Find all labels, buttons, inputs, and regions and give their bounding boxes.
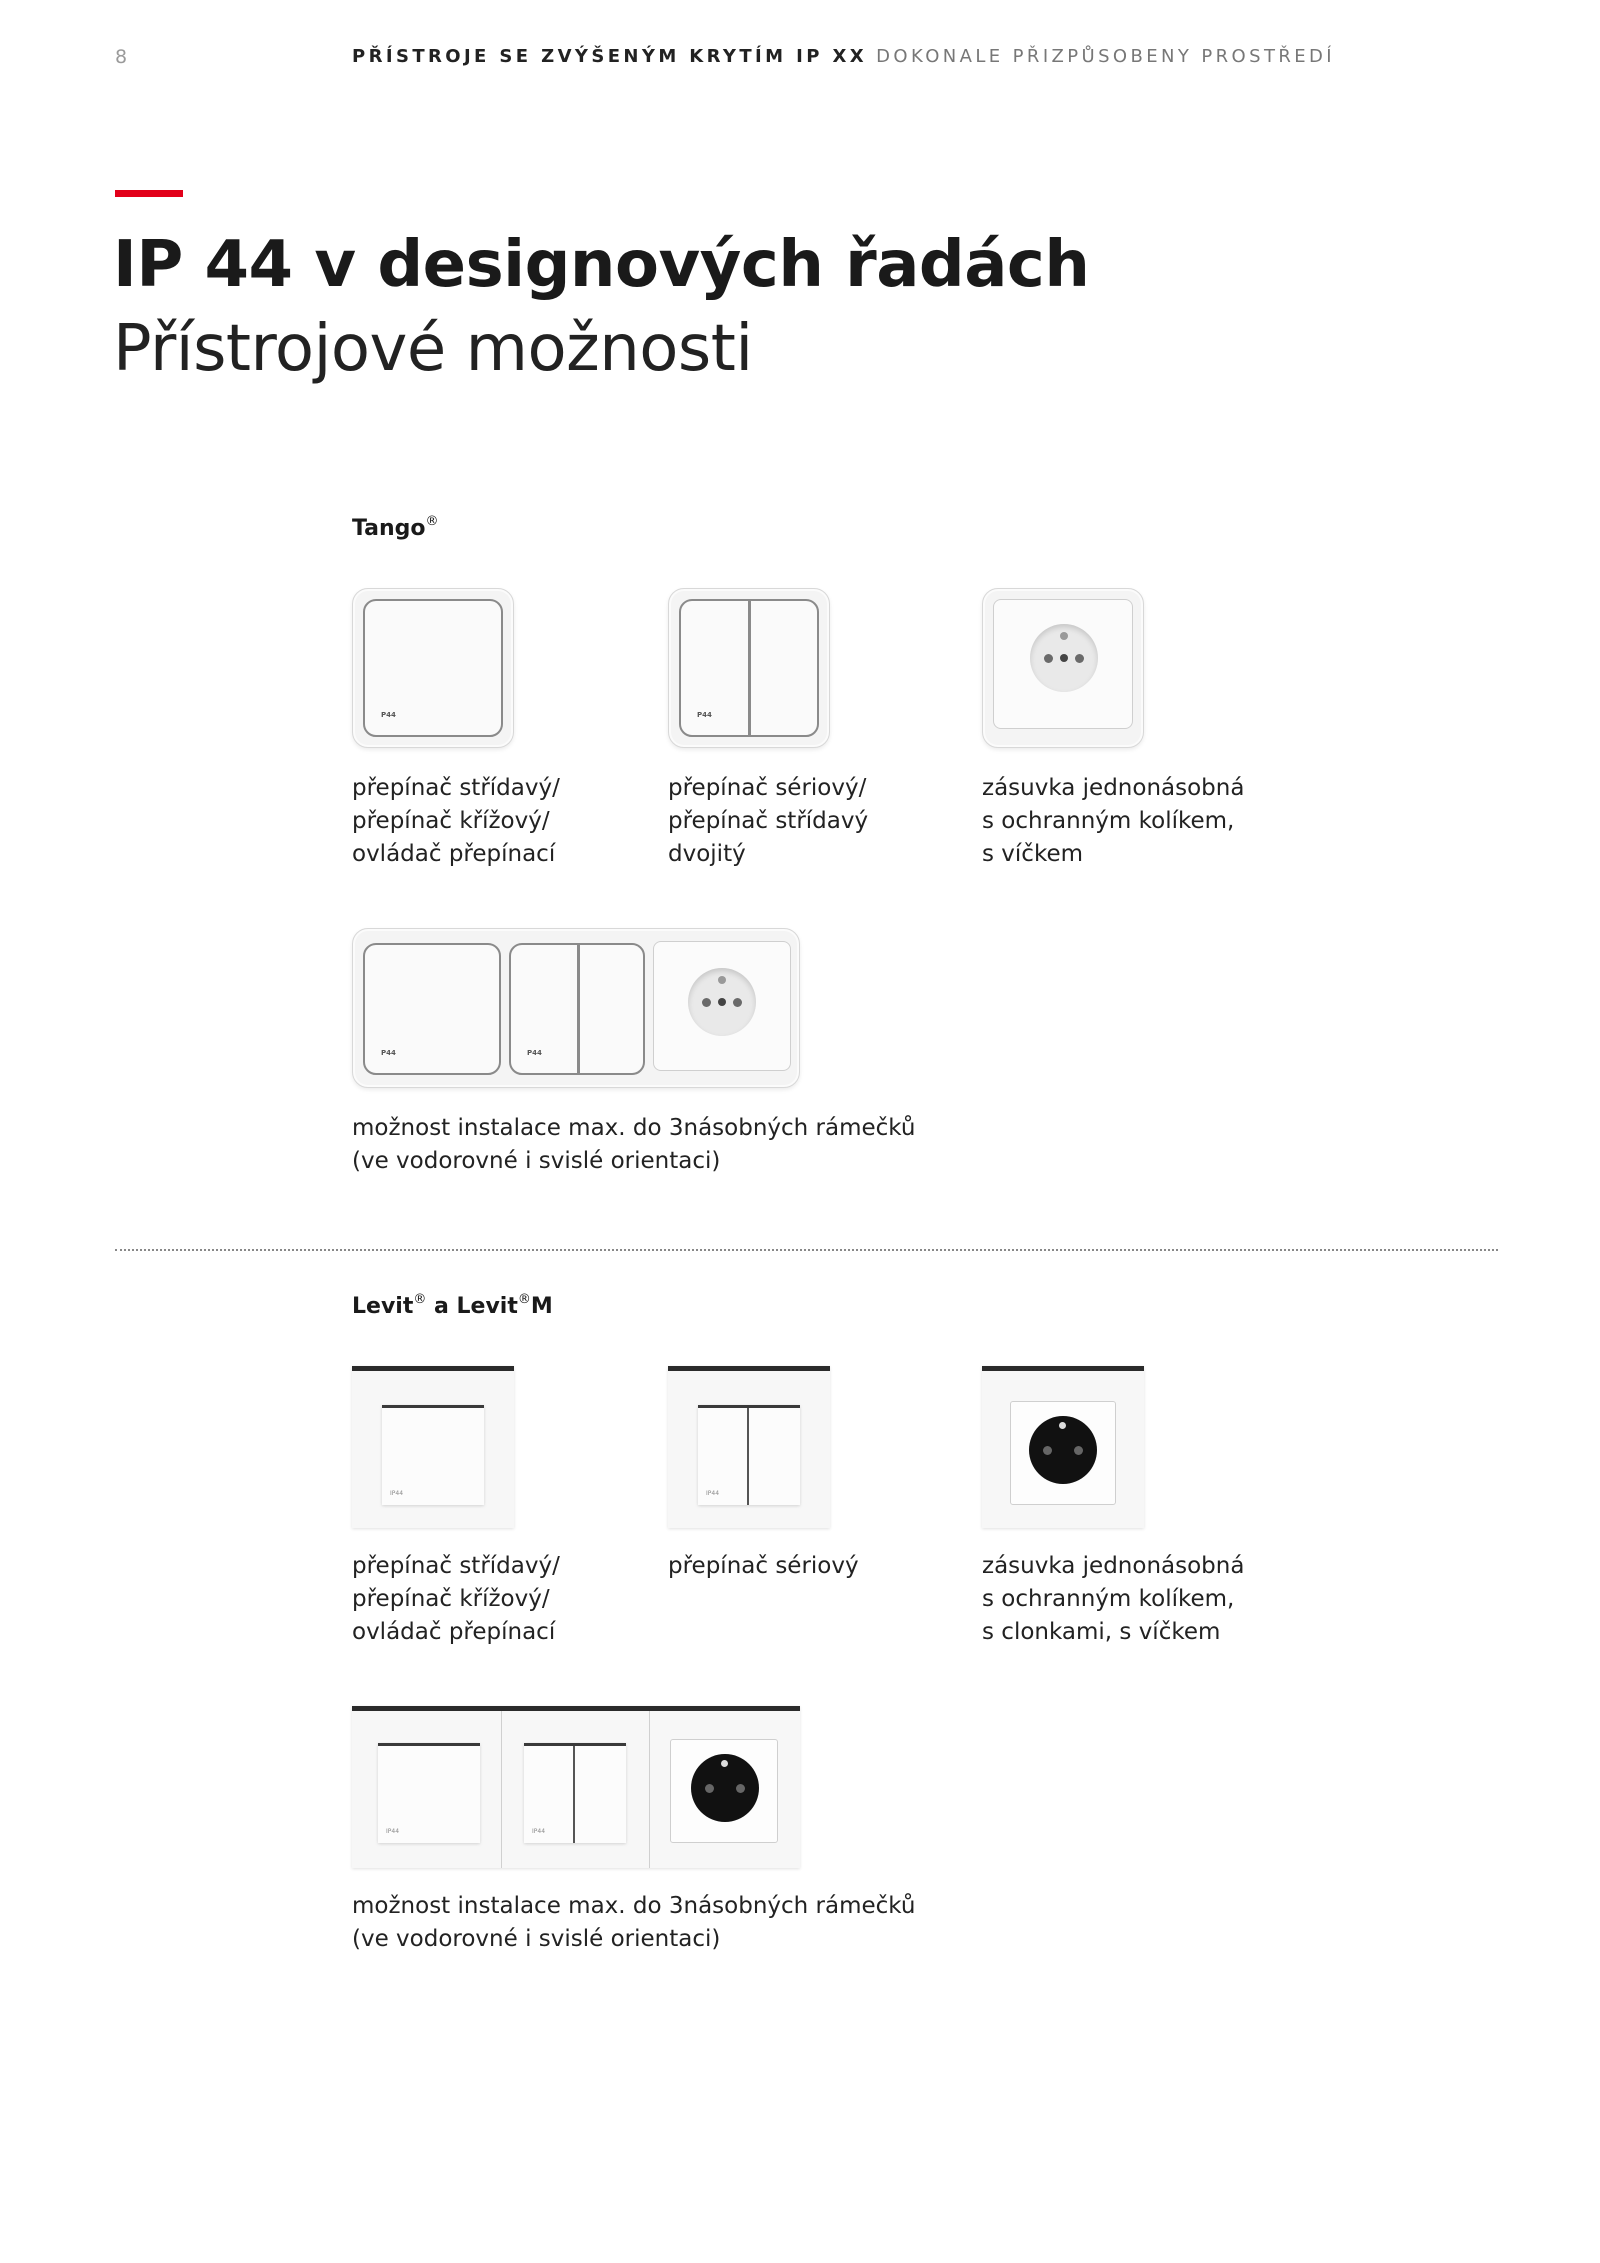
tango-single-switch-image (352, 588, 514, 748)
tango-triple-combination-image (352, 928, 800, 1088)
ip-mark: IP44 (706, 1490, 720, 1497)
caption-tango-combination: možnost instalace max. do 3násobných rámečků (ve vodorovné i svislé orientaci) (352, 1115, 916, 1174)
socket-lid (670, 1739, 778, 1843)
socket-lid (653, 941, 791, 1071)
socket-face (1029, 1416, 1097, 1484)
caption-tango-double: přepínač sériový/ přepínač střídavý dvojitý (668, 775, 869, 867)
page-title: IP 44 v designových řadách (113, 228, 1090, 302)
tango-double-switch-image (668, 588, 830, 748)
rocker (679, 599, 819, 737)
ip-mark: IP44 (390, 1490, 404, 1497)
section-divider (115, 1249, 1498, 1251)
rocker (509, 943, 645, 1075)
ip-mark: IP44 (532, 1828, 546, 1835)
header-light: DOKONALE PŘIZPŮSOBENY PROSTŘEDÍ (876, 46, 1335, 67)
rocker (363, 599, 503, 737)
header-bold: PŘÍSTROJE SE ZVÝŠENÝM KRYTÍM IP XX (352, 46, 868, 67)
caption-levit-single: přepínač střídavý/ přepínač křížový/ ovládač přepínací (352, 1553, 560, 1645)
section-title-levit: Levit® a Levit®M (352, 1292, 553, 1319)
levit-single-switch-image (352, 1366, 514, 1528)
caption-levit-double: přepínač sériový (668, 1553, 859, 1579)
rocker (524, 1743, 626, 1843)
tango-name: Tango (352, 516, 426, 541)
accent-bar (115, 190, 183, 197)
caption-levit-combination: možnost instalace max. do 3násobných rámečků (ve vodorovné i svislé orientaci) (352, 1893, 916, 1952)
levit-triple-combination-image (352, 1706, 800, 1868)
page-number: 8 (115, 46, 129, 68)
rocker (378, 1743, 480, 1843)
ip-mark: P44 (381, 1049, 396, 1057)
registered-mark: ® (425, 514, 439, 529)
socket-face (1030, 624, 1098, 692)
socket-lid (993, 599, 1133, 729)
ip-mark: P44 (697, 711, 712, 719)
ip-mark: P44 (527, 1049, 542, 1057)
caption-tango-single: přepínač střídavý/ přepínač křížový/ ovládač přepínací (352, 775, 560, 867)
levit-socket-image (982, 1366, 1144, 1528)
ip-mark: P44 (381, 711, 396, 719)
ip-mark: IP44 (386, 1828, 400, 1835)
rocker (698, 1405, 800, 1505)
section-title-tango (352, 516, 439, 541)
running-header (352, 46, 1335, 67)
caption-tango-socket: zásuvka jednonásobná s ochranným kolíkem, s víčkem (982, 775, 1245, 867)
rocker (382, 1405, 484, 1505)
levit-double-switch-image (668, 1366, 830, 1528)
tango-socket-image (982, 588, 1144, 748)
caption-levit-socket: zásuvka jednonásobná s ochranným kolíkem, s clonkami, s víčkem (982, 1553, 1245, 1645)
socket-face (688, 968, 756, 1036)
socket-face (691, 1754, 759, 1822)
rocker (363, 943, 501, 1075)
page-subtitle: Přístrojové možnosti (113, 312, 753, 386)
socket-lid (1010, 1401, 1116, 1505)
